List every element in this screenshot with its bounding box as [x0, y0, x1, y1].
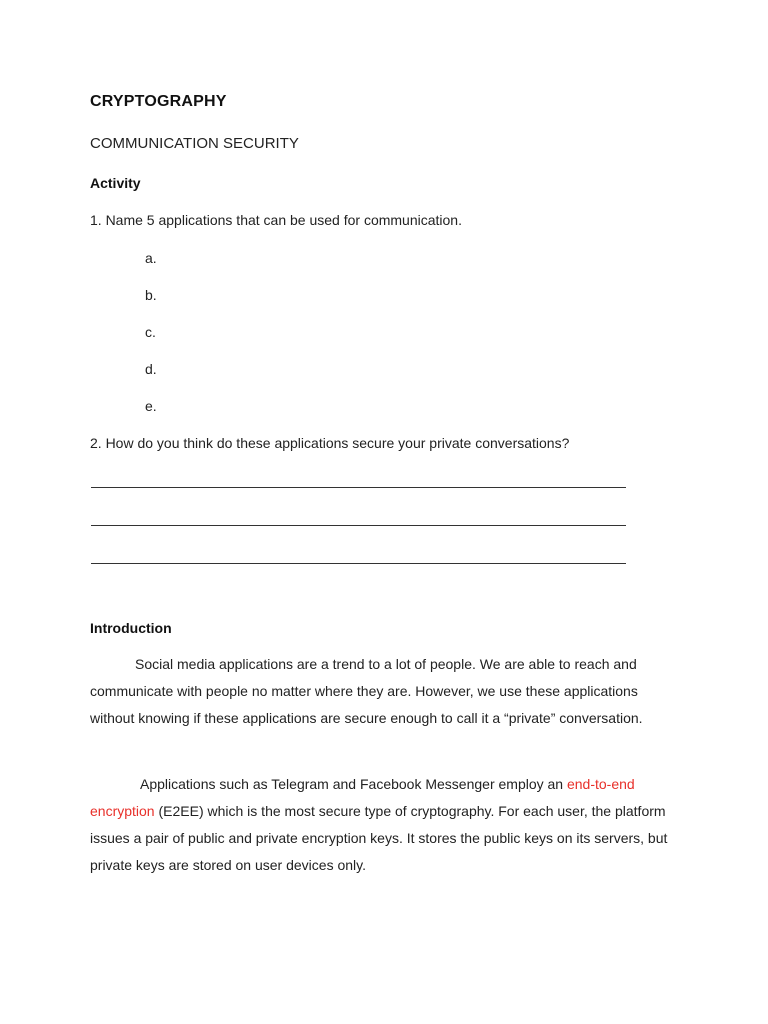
answer-line-3 [91, 563, 626, 564]
paragraph-2-text-after: (E2EE) which is the most secure type of cryptography. For each user, the platform issues a pair of public and private encryption keys. It stores the public keys on its servers, but private keys are stored on user devices only. [90, 803, 668, 873]
list-item-a: a. [145, 250, 157, 266]
list-item-e: e. [145, 398, 157, 414]
question-1: 1. Name 5 applications that can be used for communication. [90, 212, 462, 228]
document-subtitle: COMMUNICATION SECURITY [90, 135, 299, 152]
question-2: 2. How do you think do these applications secure your private conversations? [90, 435, 570, 451]
e2ee-highlight-term: end-to-end encryption [90, 776, 635, 819]
introduction-paragraph-2 [90, 771, 682, 879]
list-item-c: c. [145, 324, 156, 340]
activity-heading: Activity [90, 175, 141, 191]
document-title: CRYPTOGRAPHY [90, 93, 227, 110]
list-item-d: d. [145, 361, 157, 377]
answer-line-2 [91, 525, 626, 526]
paragraph-2-text-before: Applications such as Telegram and Facebook Messenger employ an [140, 776, 567, 792]
introduction-paragraph-1 [90, 651, 682, 732]
introduction-heading: Introduction [90, 620, 172, 636]
answer-line-1 [91, 487, 626, 488]
list-item-b: b. [145, 287, 157, 303]
paragraph-1-text: Social media applications are a trend to a lot of people. We are able to reach and communicate with people no matter where they are. However, we use these applications without knowing if these applications are secure enough to call it a “private” conversation. [90, 656, 643, 726]
